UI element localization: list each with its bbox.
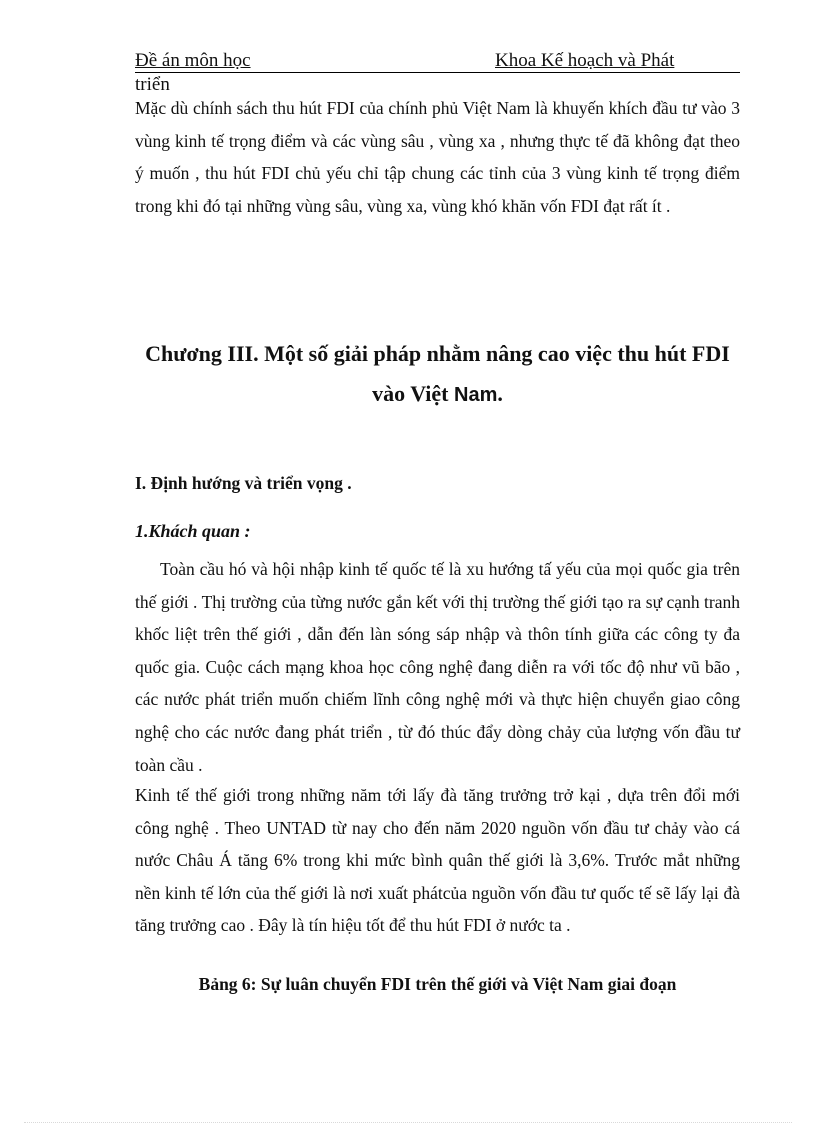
chapter-title-end: .: [497, 381, 503, 406]
header-faculty-continuation: triển: [135, 74, 170, 95]
header-faculty-name: Khoa Kế hoạch và Phát: [495, 50, 675, 71]
subsection-heading: 1.Khách quan :: [135, 521, 251, 541]
chapter-title-tail: Nam: [454, 384, 498, 406]
body-paragraph-1: Toàn cầu hó và hội nhập kinh tế quốc tế là xu hướng tấ yếu của mọi quốc gia trên thế giới . Thị trường của từng nước gắn kết với thị trường thế giới tạo ra sự cạnh tranh khốc liệt trên thế giới , dẫn đến làn sóng sáp nhập và thôn tính giữa các công ty đa quốc gia. Cuộc cách mạng khoa học công nghệ đang diễn ra với tốc độ như vũ bão , các nước phát triển muốn chiếm lĩnh công nghệ mới và thực hiện chuyển giao công nghệ cho các nước đang phát triển , từ đó thúc đẩy dòng chảy của lượng vốn đầu tư toàn cầu .: [135, 559, 740, 775]
chapter-title-main: Chương III. Một số giải pháp nhằm nâng cao việc thu hút FDI vào Việt: [145, 341, 730, 406]
page-header: [135, 48, 740, 73]
intro-paragraph: Mặc dù chính sách thu hút FDI của chính phủ Việt Nam là khuyến khích đầu tư vào 3 vùng kinh tế trọng điểm và các vùng sâu , vùng xa , nhưng thực tế đã không đạt theo ý muốn , thu hút FDI chủ yếu chỉ tập chung các tỉnh của 3 vùng kinh tế trọng điểm trong khi đó tại những vùng sâu, vùng xa, vùng khó khăn vốn FDI đạt rất ít .: [135, 98, 740, 216]
table-caption: Bảng 6: Sự luân chuyển FDI trên thế giới và Việt Nam giai đoạn: [198, 974, 677, 994]
header-course-title: Đề án môn học: [135, 50, 251, 71]
body-paragraph-2: Kinh tế thế giới trong những năm tới lấy đà tăng trưởng trở kại , dựa trên đổi mới công nghệ . Theo UNTAD từ nay cho đến năm 2020 nguồn vốn đầu tư chảy vào cá nước Châu Á tăng 6% trong khi mức bình quân thế giới là 3,6%. Trước mắt những nền kinh tế lớn của thế giới là nơi xuất phátcủa nguồn vốn đầu tư quốc tế sẽ lấy lại đà tăng trưởng cao . Đây là tín hiệu tốt để thu hút FDI ở nước ta .: [135, 785, 740, 936]
chapter-title: [135, 334, 740, 415]
section-heading: I. Định hướng và triển vọng .: [135, 473, 352, 493]
